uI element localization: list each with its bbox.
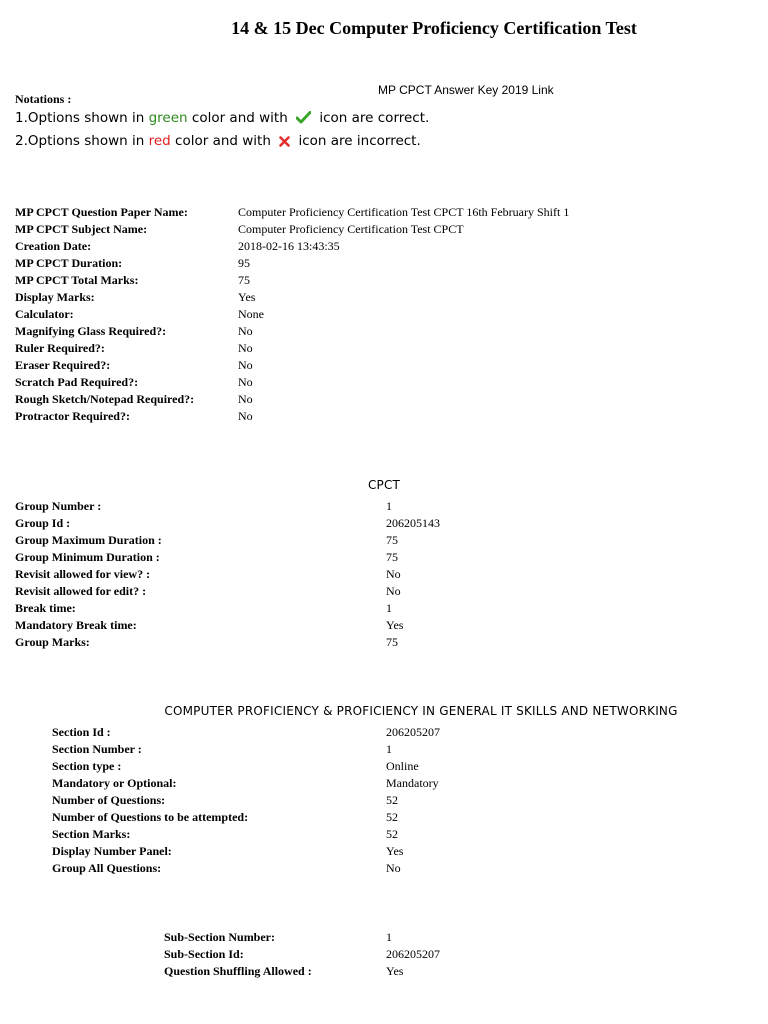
field-label: Display Marks: bbox=[15, 290, 95, 304]
note-correct-middle: color and with bbox=[187, 110, 293, 126]
field-label: Group Id : bbox=[15, 516, 71, 530]
field-label: MP CPCT Duration: bbox=[15, 256, 123, 270]
field-label: Number of Questions to be attempted: bbox=[52, 810, 249, 824]
note-correct-color-word: green bbox=[148, 110, 188, 126]
field-label: Break time: bbox=[15, 601, 76, 615]
field-value: 75 bbox=[386, 550, 398, 564]
field-label: Eraser Required?: bbox=[15, 358, 111, 372]
cross-icon bbox=[279, 135, 290, 151]
note-correct-prefix: 1.Options shown in bbox=[15, 110, 149, 126]
field-label: Question Shuffling Allowed : bbox=[164, 964, 312, 978]
field-label: Mandatory or Optional: bbox=[52, 776, 177, 790]
field-label: Group Marks: bbox=[15, 635, 90, 649]
answer-key-link[interactable]: MP CPCT Answer Key 2019 Link bbox=[378, 83, 554, 97]
field-label: Revisit allowed for view? : bbox=[15, 567, 151, 581]
field-value: 75 bbox=[386, 635, 398, 649]
field-value: Mandatory bbox=[386, 776, 439, 790]
field-value: 1 bbox=[386, 930, 392, 944]
field-value: Computer Proficiency Certification Test CPCT bbox=[238, 222, 464, 236]
group-heading: CPCT bbox=[367, 478, 401, 492]
field-label: Scratch Pad Required?: bbox=[15, 375, 139, 389]
field-label: Protractor Required?: bbox=[15, 409, 130, 423]
field-value: 206205207 bbox=[386, 725, 440, 739]
field-value: Yes bbox=[386, 618, 404, 632]
field-label: Calculator: bbox=[15, 307, 74, 321]
field-value: No bbox=[238, 375, 253, 389]
field-value: 2018-02-16 13:43:35 bbox=[238, 239, 340, 253]
field-value: No bbox=[386, 584, 401, 598]
field-label: Rough Sketch/Notepad Required?: bbox=[15, 392, 195, 406]
field-value: 1 bbox=[386, 601, 392, 615]
field-label: Section Id : bbox=[52, 725, 111, 739]
field-value: 1 bbox=[386, 499, 392, 513]
field-value: 75 bbox=[238, 273, 250, 287]
field-value: Yes bbox=[386, 964, 404, 978]
note-incorrect-suffix: icon are incorrect. bbox=[294, 133, 421, 149]
field-label: Sub-Section Number: bbox=[164, 930, 276, 944]
field-value: 1 bbox=[386, 742, 392, 756]
note-correct bbox=[15, 110, 429, 128]
field-value: 206205143 bbox=[386, 516, 440, 530]
field-value: No bbox=[238, 409, 253, 423]
field-value: No bbox=[386, 567, 401, 581]
field-value: 52 bbox=[386, 793, 398, 807]
field-value: No bbox=[386, 861, 401, 875]
field-label: Creation Date: bbox=[15, 239, 92, 253]
note-incorrect-middle: color and with bbox=[170, 133, 276, 149]
field-label: Group Maximum Duration : bbox=[15, 533, 162, 547]
field-label: Sub-Section Id: bbox=[164, 947, 244, 961]
field-value: No bbox=[238, 358, 253, 372]
field-label: Group Minimum Duration : bbox=[15, 550, 160, 564]
field-label: Section Marks: bbox=[52, 827, 131, 841]
field-value: 52 bbox=[386, 810, 398, 824]
field-value: No bbox=[238, 324, 253, 338]
field-value: 75 bbox=[386, 533, 398, 547]
field-label: Display Number Panel: bbox=[52, 844, 172, 858]
field-label: MP CPCT Subject Name: bbox=[15, 222, 148, 236]
note-incorrect bbox=[15, 133, 421, 151]
notations-label: Notations : bbox=[15, 92, 72, 106]
field-value: 95 bbox=[238, 256, 250, 270]
field-label: Ruler Required?: bbox=[15, 341, 105, 355]
field-label: Magnifying Glass Required?: bbox=[15, 324, 167, 338]
field-value: No bbox=[238, 341, 253, 355]
field-value: Yes bbox=[238, 290, 256, 304]
field-value: Computer Proficiency Certification Test CPCT 16th February Shift 1 bbox=[238, 205, 570, 219]
field-value: Yes bbox=[386, 844, 404, 858]
note-incorrect-color-word: red bbox=[148, 133, 171, 149]
field-value: No bbox=[238, 392, 253, 406]
field-value: None bbox=[238, 307, 264, 321]
field-label: MP CPCT Question Paper Name: bbox=[15, 205, 188, 219]
field-label: Section type : bbox=[52, 759, 122, 773]
field-label: Number of Questions: bbox=[52, 793, 166, 807]
field-label: Group All Questions: bbox=[52, 861, 162, 875]
check-icon bbox=[296, 111, 311, 128]
section-heading: COMPUTER PROFICIENCY & PROFICIENCY IN GENERAL IT SKILLS AND NETWORKING bbox=[164, 704, 678, 718]
field-value: 206205207 bbox=[386, 947, 440, 961]
field-label: Group Number : bbox=[15, 499, 102, 513]
field-value: 52 bbox=[386, 827, 398, 841]
note-incorrect-prefix: 2.Options shown in bbox=[15, 133, 149, 149]
field-label: MP CPCT Total Marks: bbox=[15, 273, 139, 287]
page-title-text: 14 & 15 Dec Computer Proficiency Certification Test bbox=[231, 18, 637, 38]
note-correct-suffix: icon are correct. bbox=[315, 110, 430, 126]
page-title bbox=[0, 18, 768, 39]
field-label: Mandatory Break time: bbox=[15, 618, 137, 632]
field-value: Online bbox=[386, 759, 419, 773]
field-label: Section Number : bbox=[52, 742, 142, 756]
field-label: Revisit allowed for edit? : bbox=[15, 584, 147, 598]
